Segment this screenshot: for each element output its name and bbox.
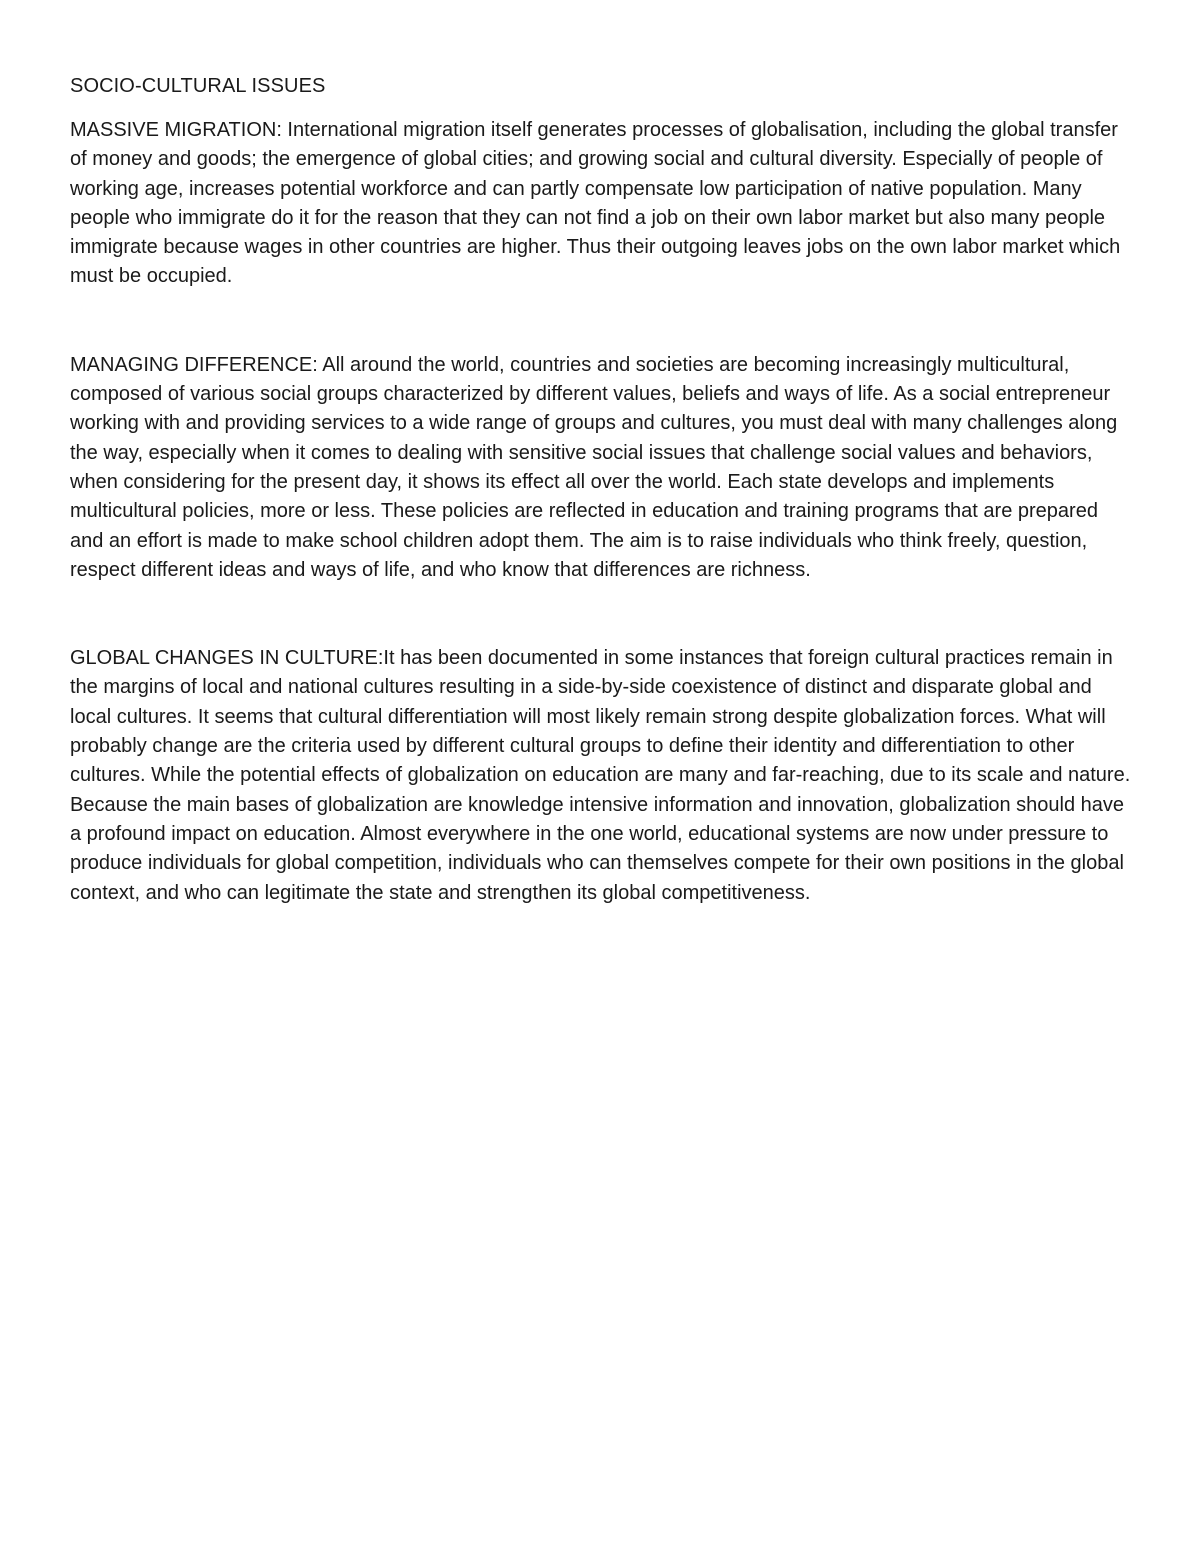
section-body: It has been documented in some instances that foreign cultural practices remain in the margins of local and national cultures resulting in a side-by-side coexistence of distinct and disparate global and local cultures. It seems that cultural differentiation will most likely remain strong despite globalization forces. What will probably change are the criteria used by different cultural groups to define their identity and differentiation to other cultures. While the potential effects of globalization on education are many and far-reaching, due to its scale and nature. Because the main bases of globalization are knowledge intensive information and innovation, globalization should have a profound impact on education. Almost everywhere in the one world, educational systems are now under pressure to produce individuals for global competition, individuals who can themselves compete for their own positions in the global context, and who can legitimate the state and strengthen its global competitiveness.: [70, 647, 1131, 904]
section-massive-migration: [70, 116, 1132, 292]
section-heading: MASSIVE MIGRATION:: [70, 119, 282, 141]
section-body: All around the world, countries and societies are becoming increasingly multicultural, composed of various social groups characterized by different values, beliefs and ways of life. As a social entrepreneur working with and providing services to a wide range of groups and cultures, you must deal with many challenges along the way, especially when it comes to dealing with sensitive social issues that challenge social values and behaviors, when considering for the present day, it shows its effect all over the world. Each state develops and implements multicultural policies, more or less. These policies are reflected in education and training programs that are prepared and an effort is made to make school children adopt them. The aim is to raise individuals who think freely, question, respect different ideas and ways of life, and who know that differences are richness.: [70, 353, 1118, 581]
section-body: International migration itself generates processes of globalisation, including the global transfer of money and goods; the emergence of global cities; and growing social and cultural diversity. Especially of people of working age, increases potential workforce and can partly compensate low participation of native population. Many people who immigrate do it for the reason that they can not find a job on their own labor market but also many people immigrate because wages in other countries are higher. Thus their outgoing leaves jobs on the own labor market which must be occupied.: [70, 119, 1121, 288]
section-heading: GLOBAL CHANGES IN CULTURE:: [70, 647, 384, 670]
document-title: SOCIO-CULTURAL ISSUES: [70, 75, 326, 97]
section-managing-difference: [70, 351, 1132, 585]
section-heading: MANAGING DIFFERENCE:: [70, 353, 318, 376]
section-global-changes-in-culture: [70, 644, 1132, 908]
